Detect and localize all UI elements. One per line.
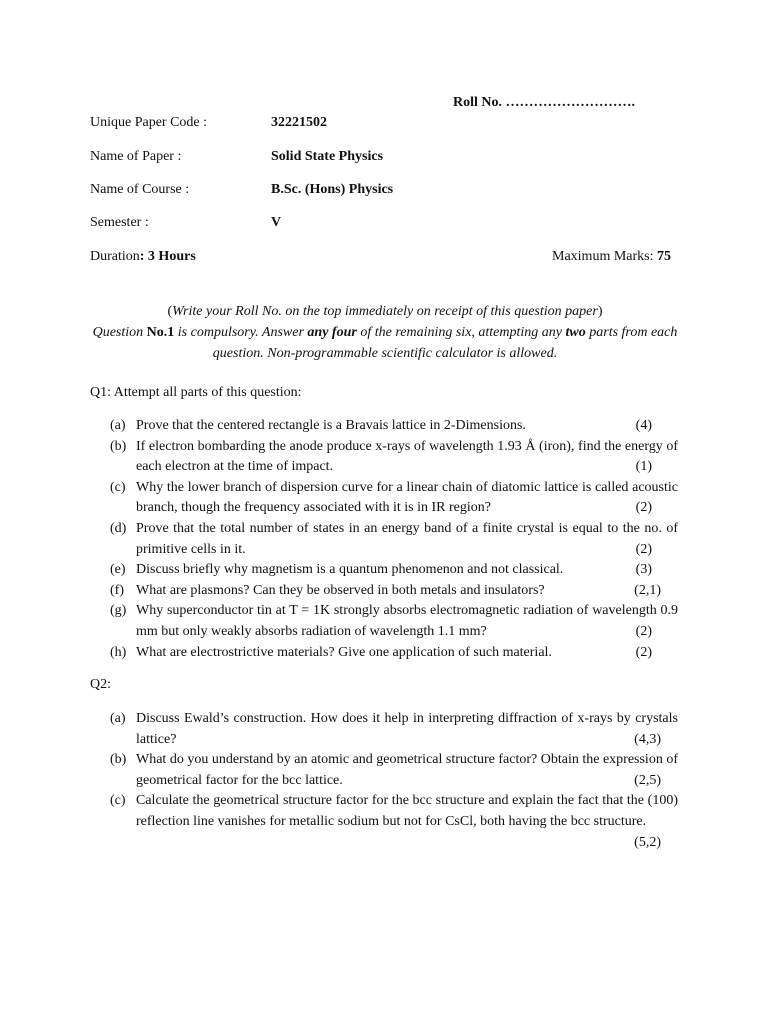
part-letter: (a): [110, 418, 126, 433]
field-value: V: [271, 215, 282, 230]
max-marks-label: Maximum Marks:: [552, 249, 657, 264]
part-text: Prove that the centered rectangle is a Bravais lattice in 2-Dimensions.: [136, 418, 526, 433]
question-part: [110, 643, 678, 664]
part-letter: (b): [110, 438, 127, 454]
part-text: Discuss Ewald’s construction. How does it help in interpreting diffraction of x-rays by crystals lattice?: [136, 711, 678, 747]
part-marks: (4,3): [634, 731, 661, 747]
part-letter: (e): [110, 562, 126, 578]
question-part: [110, 581, 678, 602]
question-part: [110, 416, 678, 437]
question-part: [110, 478, 678, 519]
instruction-text: Question: [92, 325, 147, 340]
instruction-text: No.1: [146, 325, 175, 340]
paper-code-row: [90, 115, 327, 131]
instruction-text: is compulsory. Answer: [174, 325, 308, 340]
duration: [90, 249, 196, 265]
instruction-paragraph: [90, 322, 680, 364]
part-marks: (4): [635, 418, 652, 433]
paper-name-row: [90, 149, 383, 165]
question-part: [110, 750, 678, 791]
question-part: [110, 437, 678, 478]
part-marks: (2): [635, 541, 652, 557]
part-text: Discuss briefly why magnetism is a quantum phenomenon and not classical.: [136, 562, 564, 578]
instruction-text: Write your Roll No. on the top immediately on receipt of this question paper: [172, 304, 598, 319]
part-marks: (2,1): [634, 582, 661, 598]
max-marks-value: 75: [657, 249, 671, 264]
part-letter: (c): [110, 479, 126, 495]
instruction-text: of the remaining six, attempting any: [356, 325, 566, 340]
instruction-text: (: [167, 304, 173, 319]
part-letter: (d): [110, 520, 127, 536]
part-letter: (a): [110, 711, 126, 726]
part-text: Why superconductor tin at T = 1K strongly absorbs electromagnetic radiation of wavelength 0.9 mm but only weakly absorbs radiation of wavelength 1.1 mm?: [136, 603, 678, 639]
question-part: [110, 791, 678, 853]
part-text: What are electrostrictive materials? Give one application of such material.: [136, 644, 552, 660]
part-text: Prove that the total number of states in an energy band of a finite crystal is equal to the no. of primitive cells in it.: [136, 520, 678, 557]
part-text: What do you understand by an atomic and geometrical structure factor? Obtain the expression of geometrical factor for the bcc lattice.: [136, 752, 678, 788]
part-marks: (5,2): [634, 834, 661, 850]
q2-parts: [110, 709, 678, 853]
part-letter: (h): [110, 644, 127, 660]
part-text: What are plasmons? Can they be observed in both metals and insulators?: [136, 582, 545, 598]
q1-heading: Q1: Attempt all parts of this question:: [90, 385, 302, 400]
q2-heading: Q2:: [90, 677, 111, 692]
instruction-text: parts from each question. Non-programmable scientific calculator is allowed.: [212, 325, 678, 361]
instructions: [90, 301, 680, 364]
field-value: 32221502: [271, 115, 327, 130]
part-marks: (2): [635, 644, 652, 660]
part-letter: (c): [110, 793, 126, 809]
field-label: Name of Course :: [90, 182, 190, 197]
field-value: Solid State Physics: [271, 149, 384, 164]
part-letter: (g): [110, 603, 127, 619]
part-marks: (1): [635, 459, 652, 475]
question-part: [110, 519, 678, 560]
duration-value: : 3 Hours: [139, 249, 196, 264]
part-letter: (f): [110, 582, 124, 598]
part-text: If electron bombarding the anode produce x-rays of wavelength 1.93 Å (iron), find the energy of each electron at the time of impact.: [136, 438, 678, 475]
semester-row: [90, 215, 281, 231]
part-marks: (2): [635, 623, 652, 639]
field-label: Semester :: [90, 215, 149, 230]
part-letter: (b): [110, 752, 127, 768]
duration-label: Duration: [90, 249, 140, 264]
question-part: [110, 560, 678, 581]
question-part: [110, 601, 678, 642]
field-value: B.Sc. (Hons) Physics: [271, 182, 394, 197]
part-marks: (2): [635, 500, 652, 516]
q1-parts: [110, 416, 678, 663]
roll-number-line: Roll No. ……………………….: [453, 95, 635, 110]
instruction-text: any four: [307, 325, 357, 340]
part-marks: (3): [635, 562, 652, 578]
maximum-marks: [552, 249, 671, 265]
field-label: Name of Paper :: [90, 149, 182, 164]
instruction-line: [90, 301, 680, 322]
instruction-text: ): [597, 304, 603, 319]
field-label: Unique Paper Code :: [90, 115, 208, 130]
part-text: Why the lower branch of dispersion curve for a linear chain of diatomic lattice is called acoustic branch, though the frequency associated with it is in IR region?: [136, 479, 678, 516]
course-name-row: [90, 182, 393, 198]
instruction-text: two: [565, 325, 586, 340]
part-marks: (2,5): [634, 772, 661, 788]
question-part: [110, 709, 678, 750]
part-text: Calculate the geometrical structure factor for the bcc structure and explain the fact that the (100) reflection line vanishes for metallic sodium but not for CsCl, both having the bcc structure.: [136, 793, 678, 829]
